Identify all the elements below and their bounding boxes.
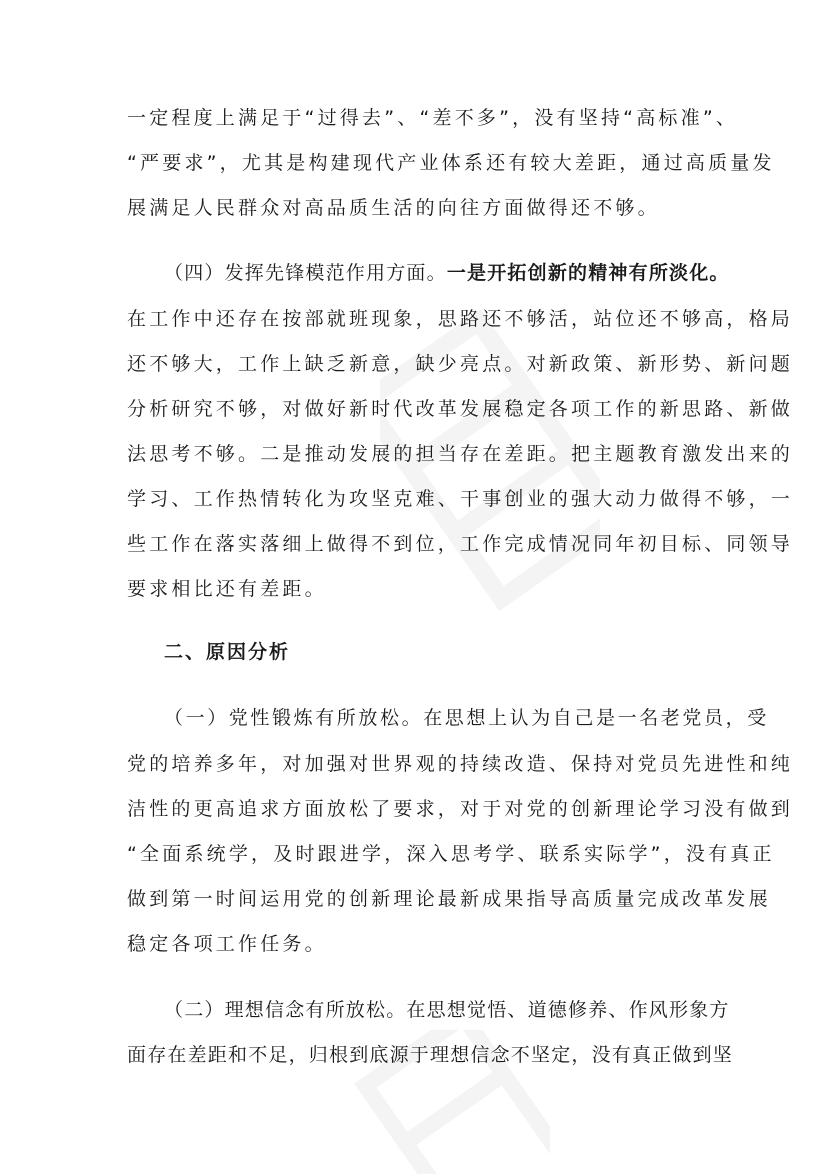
paragraph-line: “全面系统学，及时跟进学，深入思考学、联系实际学”，没有真正 [127,843,775,865]
paragraph-line: 法思考不够。二是推动发展的担当存在差距。把主题教育激发出来的 [127,443,794,465]
paragraph-line: 洁性的更高追求方面放松了要求，对于对党的创新理论学习没有做到 [127,798,794,820]
section-lead: （四）发挥先锋模范作用方面。 [164,262,447,284]
paragraph-line: 展满足人民群众对高品质生活的向往方面做得还不够。 [127,197,660,219]
paragraph-line: 还不够大，工作上缺乏新意，缺少亮点。对新政策、新形势、新问题 [127,353,794,375]
paragraph-line: 分析研究不够，对做好新时代改革发展稳定各项工作的新思路、新做 [127,398,794,420]
paragraph-line: （二）理想信念有所放松。在思想觉悟、道德修养、作风形象方 [164,999,730,1021]
paragraph-line: 稳定各项工作任务。 [127,933,327,955]
paragraph-line: 做到第一时间运用党的创新理论最新成果指导高质量完成改革发展 [127,888,771,910]
paragraph-line [164,261,730,285]
paragraph-line: 些工作在落实落细上做得不到位，工作完成情况同年初目标、同领导 [127,533,794,555]
paragraph-line: “严要求”，尤其是构建现代产业体系还有较大差距，通过高质量发 [127,152,775,174]
paragraph-line: （一）党性锻炼有所放松。在思想上认为自己是一名老党员，受 [164,707,769,729]
paragraph-line: 一定程度上满足于“过得去”、“差不多”，没有坚持“高标准”、 [127,107,739,129]
section-heading: 二、原因分析 [164,641,291,663]
paragraph-line: 学习、工作热情转化为攻坚克难、干事创业的强大动力做得不够，一 [127,488,794,510]
paragraph-line: 在工作中还存在按部就班现象，思路还不够活，站位还不够高，格局 [127,308,794,330]
paragraph-line: 要求相比还有差距。 [127,578,327,600]
paragraph-line: 面存在差距和不足，归根到底源于理想信念不坚定，没有真正做到坚 [127,1044,734,1066]
section-lead-bold: 一是开拓创新的精神有所淡化。 [446,262,730,284]
paragraph-line: 党的培养多年，对加强对世界观的持续改造、保持对党员先进性和纯 [127,753,794,775]
